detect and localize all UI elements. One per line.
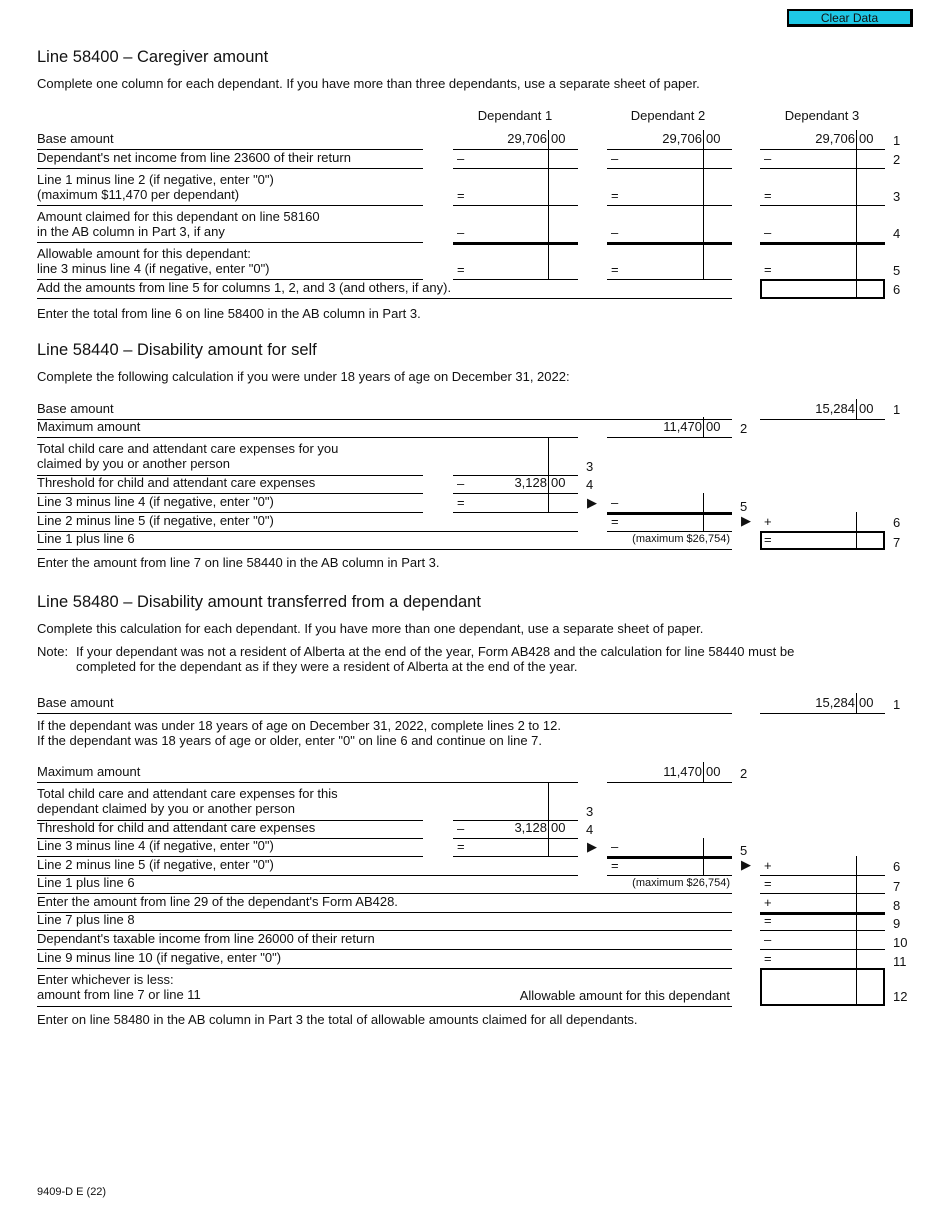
line-number: 4 — [586, 477, 594, 492]
amount-dollars-input[interactable] — [774, 876, 854, 892]
amount-cents: 00 — [551, 475, 566, 490]
line-label: Enter the amount from line 29 of the dependant's Form AB428. — [37, 894, 398, 909]
rule-line — [760, 713, 885, 714]
rule-line — [37, 782, 578, 783]
line-number: 4 — [893, 226, 901, 241]
line-label: Total child care and attendant care expenses for you claimed by you or another person — [37, 441, 339, 471]
amount-cents-input[interactable] — [858, 532, 883, 548]
amount-cents: 00 — [706, 764, 721, 779]
amount-cents-input[interactable] — [858, 876, 883, 892]
rule-line — [37, 713, 732, 714]
amount-cents: 00 — [859, 401, 874, 416]
line-number: 7 — [893, 535, 901, 550]
amount-cents-input[interactable] — [705, 225, 730, 241]
rule-line — [607, 437, 732, 438]
line-number: 5 — [740, 499, 748, 514]
form-code: 9409-D E (22) — [37, 1186, 107, 1198]
operator-sign: – — [457, 476, 465, 491]
line-number: 2 — [740, 766, 748, 781]
column-divider — [856, 893, 857, 912]
operator-sign: = — [611, 188, 619, 203]
rule-line — [760, 242, 885, 245]
section-note: Enter the amount from line 7 on line 58440 in the AB column in Part 3. — [37, 555, 440, 570]
line-label: Dependant's net income from line 23600 of their return — [37, 150, 351, 165]
column-divider — [703, 493, 704, 512]
line-label: Line 7 plus line 8 — [37, 912, 135, 927]
rule-line — [37, 1006, 732, 1007]
amount-cents: 00 — [706, 131, 721, 146]
amount-dollars-input[interactable] — [621, 151, 701, 167]
amount-dollars-input[interactable] — [621, 262, 701, 278]
operator-sign: = — [457, 188, 465, 203]
operator-sign: = — [764, 188, 772, 203]
operator-sign: + — [764, 514, 772, 529]
column-divider — [703, 417, 704, 437]
line-number: 6 — [893, 859, 901, 874]
operator-sign: + — [764, 858, 772, 873]
rule-line — [760, 949, 885, 950]
amount-dollars-input[interactable] — [467, 188, 546, 204]
section-title-58440: Line 58440 – Disability amount for self — [37, 341, 317, 359]
operator-sign: – — [457, 225, 465, 240]
column-divider — [856, 949, 857, 968]
operator-sign: = — [764, 532, 772, 547]
rule-line — [607, 279, 732, 280]
amount-cents-input[interactable] — [550, 839, 576, 855]
column-divider — [703, 838, 704, 856]
line-label: Line 1 minus line 2 (if negative, enter "0") (maximum $11,470 per dependant) — [37, 172, 274, 202]
amount-dollars-input[interactable] — [467, 151, 546, 167]
column-divider — [856, 279, 857, 298]
operator-sign: – — [611, 225, 619, 240]
line-number: 9 — [893, 916, 901, 931]
note-label: Note: — [37, 644, 69, 659]
rule-line — [760, 930, 885, 931]
line-number: 10 — [893, 935, 908, 950]
amount-dollars-input[interactable] — [621, 495, 701, 511]
line-label: Maximum amount — [37, 764, 141, 779]
line-label: Allowable amount for this dependant: line 3 minus line 4 (if negative, enter "0") — [37, 246, 270, 276]
rule-line — [607, 149, 732, 150]
line-label: Line 1 plus line 6 — [37, 531, 135, 546]
amount-cents-input[interactable] — [705, 839, 730, 855]
amount-cents-input[interactable] — [705, 495, 730, 511]
column-divider — [548, 838, 549, 856]
amount-dollars: 15,284 — [815, 401, 855, 416]
column-header-dependant-1: Dependant 1 — [477, 108, 553, 123]
line-label: Line 2 minus line 5 (if negative, enter "0") — [37, 513, 274, 528]
operator-sign: = — [764, 876, 772, 891]
line-label: Base amount — [37, 695, 114, 710]
rule-line — [453, 168, 578, 169]
operator-sign: = — [611, 262, 619, 277]
rule-line — [453, 512, 578, 513]
line-number: 5 — [740, 843, 748, 858]
amount-dollars: 29,706 — [815, 131, 855, 146]
rule-line — [453, 242, 578, 245]
operator-sign: = — [457, 262, 465, 277]
column-divider — [856, 968, 857, 1005]
amount-cents: 00 — [859, 131, 874, 146]
operator-sign: = — [611, 858, 619, 873]
section-title-58480: Line 58480 – Disability amount transferred from a dependant — [37, 593, 481, 611]
amount-dollars-input[interactable] — [774, 281, 854, 297]
column-divider — [856, 399, 857, 419]
rule-line — [607, 242, 732, 245]
line-number: 5 — [893, 263, 901, 278]
rule-line — [37, 168, 423, 169]
amount-cents-input[interactable] — [858, 951, 883, 967]
line-label: Amount claimed for this dependant on line 58160 in the AB column in Part 3, if any — [37, 209, 320, 239]
amount-cents-input[interactable] — [858, 151, 883, 167]
line-number: 6 — [893, 515, 901, 530]
rule-line — [453, 149, 578, 150]
column-header-dependant-2: Dependant 2 — [630, 108, 706, 123]
amount-cents-input[interactable] — [858, 932, 883, 948]
amount-cents: 00 — [859, 695, 874, 710]
amount-cents-input[interactable] — [705, 514, 730, 530]
column-divider — [548, 475, 549, 493]
column-divider — [548, 242, 549, 279]
column-divider — [856, 693, 857, 713]
line-number: 8 — [893, 898, 901, 913]
line-number: 1 — [893, 133, 901, 148]
amount-dollars: 29,706 — [662, 131, 702, 146]
line-number: 1 — [893, 402, 901, 417]
column-divider — [856, 130, 857, 149]
column-divider — [703, 168, 704, 205]
amount-cents: 00 — [551, 820, 566, 835]
amount-cents-input[interactable] — [858, 514, 883, 530]
amount-dollars-input[interactable] — [467, 225, 546, 241]
amount-dollars: 3,128 — [514, 820, 547, 835]
amount-cents: 00 — [551, 131, 566, 146]
amount-cents-input[interactable] — [705, 151, 730, 167]
column-divider — [703, 762, 704, 782]
column-divider — [548, 168, 549, 205]
amount-dollars-input[interactable] — [774, 988, 854, 1004]
amount-dollars-input[interactable] — [774, 932, 854, 948]
line-number: 1 — [893, 697, 901, 712]
amount-dollars-input[interactable] — [774, 151, 854, 167]
line-number: 3 — [586, 804, 594, 819]
amount-cents-input[interactable] — [705, 262, 730, 278]
rule-line — [453, 279, 578, 280]
section-intro: Complete this calculation for each dependant. If you have more than one dependant, use a separate sheet of paper. — [37, 621, 704, 636]
line-label: Threshold for child and attendant care expenses — [37, 820, 316, 835]
rule-line — [607, 782, 732, 783]
amount-dollars: 3,128 — [514, 475, 547, 490]
column-divider — [856, 912, 857, 930]
column-divider — [548, 782, 549, 820]
operator-sign: = — [457, 839, 465, 854]
amount-cents-input[interactable] — [550, 225, 576, 241]
line-label: Dependant's taxable income from line 26000 of their return — [37, 931, 375, 946]
amount-cents: 00 — [706, 419, 721, 434]
rule-line — [760, 205, 885, 206]
allowable-amount-label: Allowable amount for this dependant — [519, 988, 730, 1003]
line-number: 12 — [893, 989, 908, 1004]
amount-cents-input[interactable] — [705, 188, 730, 204]
amount-dollars-input[interactable] — [467, 262, 546, 278]
operator-sign: – — [764, 932, 772, 947]
rule-line — [37, 549, 732, 550]
section-title-58400: Line 58400 – Caregiver amount — [37, 48, 269, 66]
line-number: 2 — [893, 152, 901, 167]
operator-sign: = — [457, 495, 465, 510]
arrow-icon: ▶ — [741, 857, 751, 872]
amount-dollars-input[interactable] — [621, 225, 701, 241]
amount-cents-input[interactable] — [858, 895, 883, 911]
line-number: 7 — [893, 879, 901, 894]
line-number: 4 — [586, 822, 594, 837]
rule-line — [37, 437, 578, 438]
clear-data-button[interactable]: Clear Data — [787, 9, 913, 27]
amount-dollars: 29,706 — [507, 131, 547, 146]
rule-line — [37, 419, 732, 420]
column-divider — [548, 205, 549, 242]
operator-sign: – — [764, 225, 772, 240]
line-label: Line 2 minus line 5 (if negative, enter "0") — [37, 857, 274, 872]
line-number: 11 — [893, 954, 907, 969]
line-label: Total child care and attendant care expenses for this dependant claimed by you or another person — [37, 786, 338, 816]
operator-sign: = — [764, 913, 772, 928]
amount-dollars: 11,470 — [663, 419, 702, 434]
amount-dollars-input[interactable] — [621, 514, 701, 530]
operator-sign: – — [611, 839, 619, 854]
amount-dollars-input[interactable] — [774, 895, 854, 911]
section-intro: Complete the following calculation if you were under 18 years of age on December 31, 2022: — [37, 369, 570, 384]
section-note: Enter the total from line 6 on line 58400 in the AB column in Part 3. — [37, 306, 421, 321]
amount-cents-input[interactable] — [550, 151, 576, 167]
line-label: Line 1 plus line 6 — [37, 875, 135, 890]
line-label: Add the amounts from line 5 for columns 1, 2, and 3 (and others, if any). — [37, 280, 452, 295]
note-text: If your dependant was not a resident of Alberta at the end of the year, Form AB428 and the calculation for line 58440 must be completed for the dependant as if they were a resident of Alberta at the end of the year. — [76, 644, 795, 674]
column-divider — [703, 130, 704, 149]
amount-dollars-input[interactable] — [621, 188, 701, 204]
amount-cents-input[interactable] — [858, 262, 883, 278]
amount-cents-input[interactable] — [858, 225, 883, 241]
amount-cents-input[interactable] — [858, 188, 883, 204]
rule-line — [607, 168, 732, 169]
line-label: Base amount — [37, 401, 114, 416]
operator-sign: = — [764, 262, 772, 277]
line-label: Line 3 minus line 4 (if negative, enter "0") — [37, 494, 274, 509]
rule-line — [760, 149, 885, 150]
amount-cents-input[interactable] — [858, 913, 883, 929]
amount-dollars-input[interactable] — [774, 951, 854, 967]
amount-dollars-input[interactable] — [621, 839, 701, 855]
arrow-icon: ▶ — [587, 839, 597, 854]
column-divider — [856, 875, 857, 893]
section-note: Enter on line 58480 in the AB column in Part 3 the total of allowable amounts claimed for all dependants. — [37, 1012, 638, 1027]
amount-dollars-input[interactable] — [774, 913, 854, 929]
rule-line — [37, 912, 732, 913]
column-divider — [856, 242, 857, 279]
rule-line — [37, 242, 423, 243]
line-label: Line 9 minus line 10 (if negative, enter "0") — [37, 950, 282, 965]
operator-sign: – — [457, 821, 465, 836]
operator-sign: – — [764, 151, 772, 166]
amount-dollars-input[interactable] — [621, 858, 701, 874]
column-divider — [856, 856, 857, 875]
line-label: Enter whichever is less: amount from line 7 or line 11 — [37, 972, 201, 1002]
column-divider — [548, 820, 549, 838]
line-label: Threshold for child and attendant care expenses — [37, 475, 316, 490]
rule-line — [453, 493, 578, 494]
line-number: 3 — [586, 459, 594, 474]
column-divider — [703, 858, 704, 875]
operator-sign: – — [457, 151, 465, 166]
line-label: Base amount — [37, 131, 114, 146]
condition-text: If the dependant was under 18 years of age on December 31, 2022, complete lines 2 to 12. If the dependant was 18 years of age or older, enter "0" on line 6 and continue on line 7. — [37, 718, 561, 748]
rule-line — [760, 168, 885, 169]
amount-dollars-input[interactable] — [467, 839, 546, 855]
arrow-icon: ▶ — [741, 513, 751, 528]
line-number: 6 — [893, 282, 901, 297]
amount-cents-input[interactable] — [705, 858, 730, 874]
column-header-dependant-3: Dependant 3 — [784, 108, 860, 123]
section-intro: Complete one column for each dependant. If you have more than three dependants, use a separate sheet of paper. — [37, 76, 700, 91]
column-divider — [856, 205, 857, 242]
line-label: Maximum amount — [37, 419, 141, 434]
rule-line — [607, 205, 732, 206]
amount-dollars-input[interactable] — [774, 188, 854, 204]
column-divider — [548, 149, 549, 168]
column-divider — [856, 531, 857, 549]
column-divider — [856, 930, 857, 949]
column-divider — [548, 437, 549, 475]
line-number: 3 — [893, 189, 901, 204]
column-divider — [548, 130, 549, 149]
column-divider — [703, 514, 704, 531]
amount-dollars-input[interactable] — [467, 495, 546, 511]
operator-sign: = — [611, 514, 619, 529]
maximum-note: (maximum $26,754) — [632, 877, 730, 889]
amount-dollars-input[interactable] — [774, 532, 854, 548]
rule-line — [37, 298, 732, 299]
amount-dollars-input[interactable] — [774, 262, 854, 278]
rule-line — [453, 205, 578, 206]
amount-dollars-input[interactable] — [774, 514, 854, 530]
amount-dollars-input[interactable] — [774, 858, 854, 874]
amount-cents-input[interactable] — [550, 188, 576, 204]
rule-line — [37, 968, 732, 969]
rule-line — [37, 205, 423, 206]
amount-cents-input[interactable] — [550, 262, 576, 278]
column-divider — [703, 205, 704, 242]
column-divider — [856, 168, 857, 205]
operator-sign: – — [611, 151, 619, 166]
amount-dollars: 15,284 — [815, 695, 855, 710]
operator-sign: + — [764, 895, 772, 910]
line-number: 2 — [740, 421, 748, 436]
operator-sign: = — [764, 951, 772, 966]
column-divider — [703, 149, 704, 168]
column-divider — [548, 493, 549, 512]
rule-line — [760, 893, 885, 894]
line-label: Line 3 minus line 4 (if negative, enter "0") — [37, 838, 274, 853]
operator-sign: – — [611, 495, 619, 510]
amount-dollars: 11,470 — [663, 764, 702, 779]
rule-line — [453, 856, 578, 857]
column-divider — [703, 242, 704, 279]
amount-dollars-input[interactable] — [774, 225, 854, 241]
column-divider — [856, 149, 857, 168]
amount-cents-input[interactable] — [858, 281, 883, 297]
column-divider — [856, 512, 857, 531]
arrow-icon: ▶ — [587, 495, 597, 510]
rule-line — [760, 419, 885, 420]
amount-cents-input[interactable] — [858, 858, 883, 874]
amount-cents-input[interactable] — [858, 988, 883, 1004]
amount-cents-input[interactable] — [550, 495, 576, 511]
maximum-note: (maximum $26,754) — [632, 533, 730, 545]
